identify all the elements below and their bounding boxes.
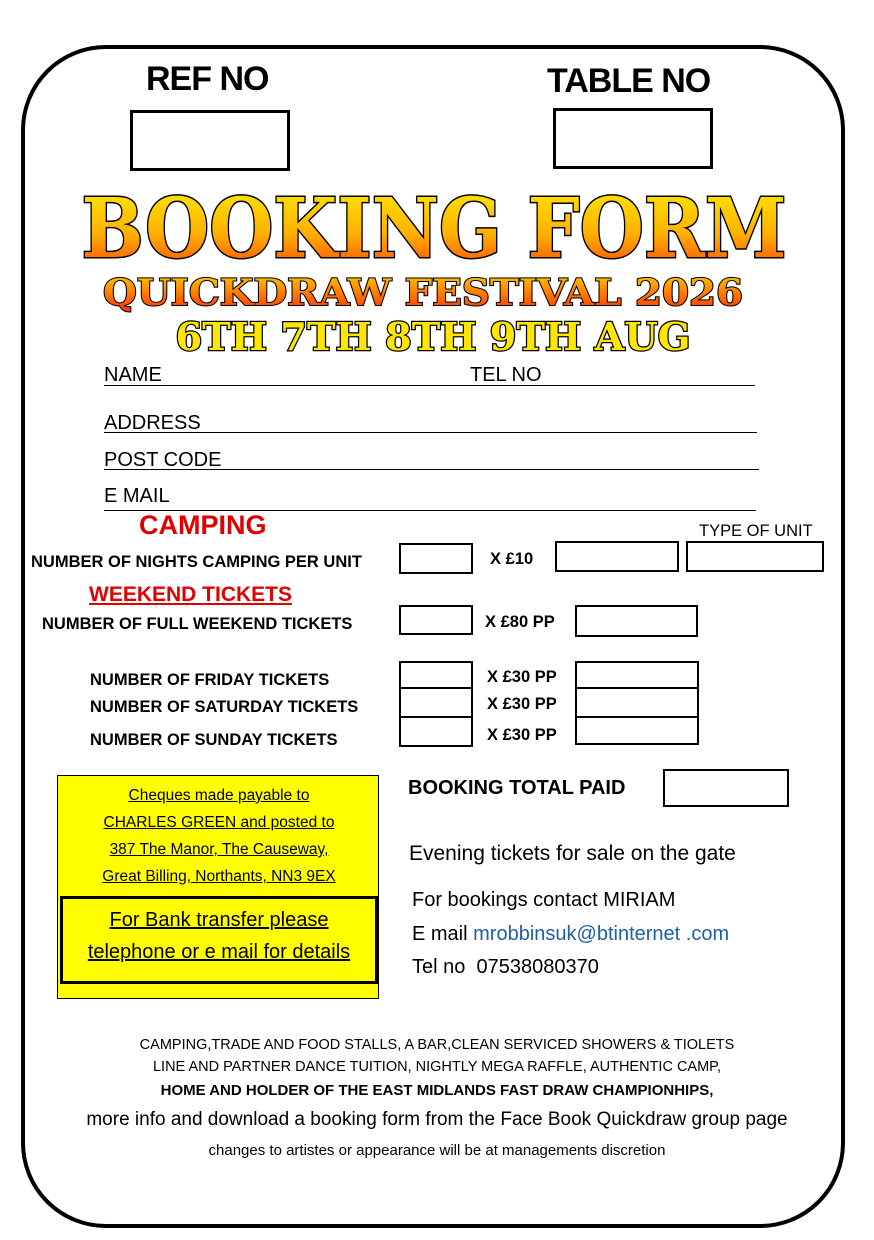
friday-box[interactable]	[399, 661, 473, 689]
type-of-unit-box[interactable]	[686, 541, 824, 572]
full-weekend-price: X £80 PP	[485, 613, 555, 631]
title-event: QUICKDRAW FESTIVAL 2026	[103, 272, 743, 314]
tel-number: 07538080370	[476, 956, 599, 978]
full-weekend-box[interactable]	[399, 605, 473, 635]
title-main: BOOKING FORM	[81, 181, 787, 277]
camping-heading: CAMPING	[139, 510, 267, 540]
bookings-contact: For bookings contact MIRIAM	[412, 889, 676, 911]
cheque-line-2: CHARLES GREEN and posted to	[103, 814, 335, 831]
footer-line-2: LINE AND PARTNER DANCE TUITION, NIGHTLY MEGA RAFFLE, AUTHENTIC CAMP,	[152, 1059, 722, 1075]
sunday-label: NUMBER OF SUNDAY TICKETS	[90, 731, 338, 749]
cheque-line-1: Cheques made payable to	[128, 787, 310, 804]
friday-label: NUMBER OF FRIDAY TICKETS	[90, 671, 330, 689]
friday-total-box[interactable]	[575, 661, 699, 689]
sunday-box[interactable]	[399, 716, 473, 747]
name-label: NAME	[104, 364, 162, 386]
title-artwork	[0, 0, 874, 370]
postcode-line[interactable]	[104, 469, 759, 470]
nights-price: X £10	[490, 550, 534, 568]
cheque-line-3: 387 The Manor, The Causeway,	[109, 841, 329, 858]
booking-total-label: BOOKING TOTAL PAID	[408, 777, 626, 799]
footer-line-3: HOME AND HOLDER OF THE EAST MIDLANDS FAST DRAW CHAMPIONHIPS,	[160, 1082, 714, 1099]
footer-line-5: changes to artistes or appearance will be at managements discretion	[208, 1142, 666, 1159]
full-weekend-total-box[interactable]	[575, 605, 698, 637]
saturday-box[interactable]	[399, 687, 473, 718]
email-contact	[412, 923, 729, 946]
nights-label: NUMBER OF NIGHTS CAMPING PER UNIT	[31, 553, 362, 571]
friday-price: X £30 PP	[487, 668, 557, 686]
ref-no-label: REF NO	[146, 60, 269, 98]
title-dates: 6TH 7TH 8TH 9TH AUG	[175, 314, 691, 359]
address-label: ADDRESS	[104, 412, 201, 434]
nights-box[interactable]	[399, 543, 473, 574]
email-prefix: E mail	[412, 923, 468, 945]
nights-total-box[interactable]	[555, 541, 679, 572]
evening-tickets-note: Evening tickets for sale on the gate	[409, 842, 736, 865]
type-of-unit-label: TYPE OF UNIT	[699, 522, 813, 540]
address-line[interactable]	[104, 432, 757, 433]
bank-line-2: telephone or e mail for details	[87, 941, 351, 963]
table-no-label: TABLE NO	[547, 62, 711, 100]
postcode-label: POST CODE	[104, 449, 222, 471]
saturday-total-box[interactable]	[575, 687, 699, 718]
saturday-label: NUMBER OF SATURDAY TICKETS	[90, 698, 359, 716]
tel-contact	[412, 956, 599, 979]
email-link[interactable]: mrobbinsuk@btinternet .com	[473, 923, 730, 945]
sunday-total-box[interactable]	[575, 716, 699, 745]
tel-label: TEL NO	[470, 364, 542, 386]
cheque-line-4: Great Billing, Northants, NN3 9EX	[102, 868, 336, 885]
footer-line-1: CAMPING,TRADE AND FOOD STALLS, A BAR,CLEAN SERVICED SHOWERS & TIOLETS	[139, 1037, 735, 1053]
bank-line-1: For Bank transfer please	[109, 909, 329, 931]
weekend-heading: WEEKEND TICKETS	[89, 583, 293, 606]
name-tel-line[interactable]	[104, 385, 755, 386]
tel-prefix: Tel no	[412, 956, 466, 978]
bank-transfer-box	[60, 896, 378, 984]
full-weekend-label: NUMBER OF FULL WEEKEND TICKETS	[42, 615, 353, 633]
footer-line-4: more info and download a booking form from the Face Book Quickdraw group page	[86, 1109, 788, 1130]
saturday-price: X £30 PP	[487, 695, 557, 713]
booking-total-box[interactable]	[663, 769, 789, 807]
email-label: E MAIL	[104, 485, 170, 507]
sunday-price: X £30 PP	[487, 726, 557, 744]
